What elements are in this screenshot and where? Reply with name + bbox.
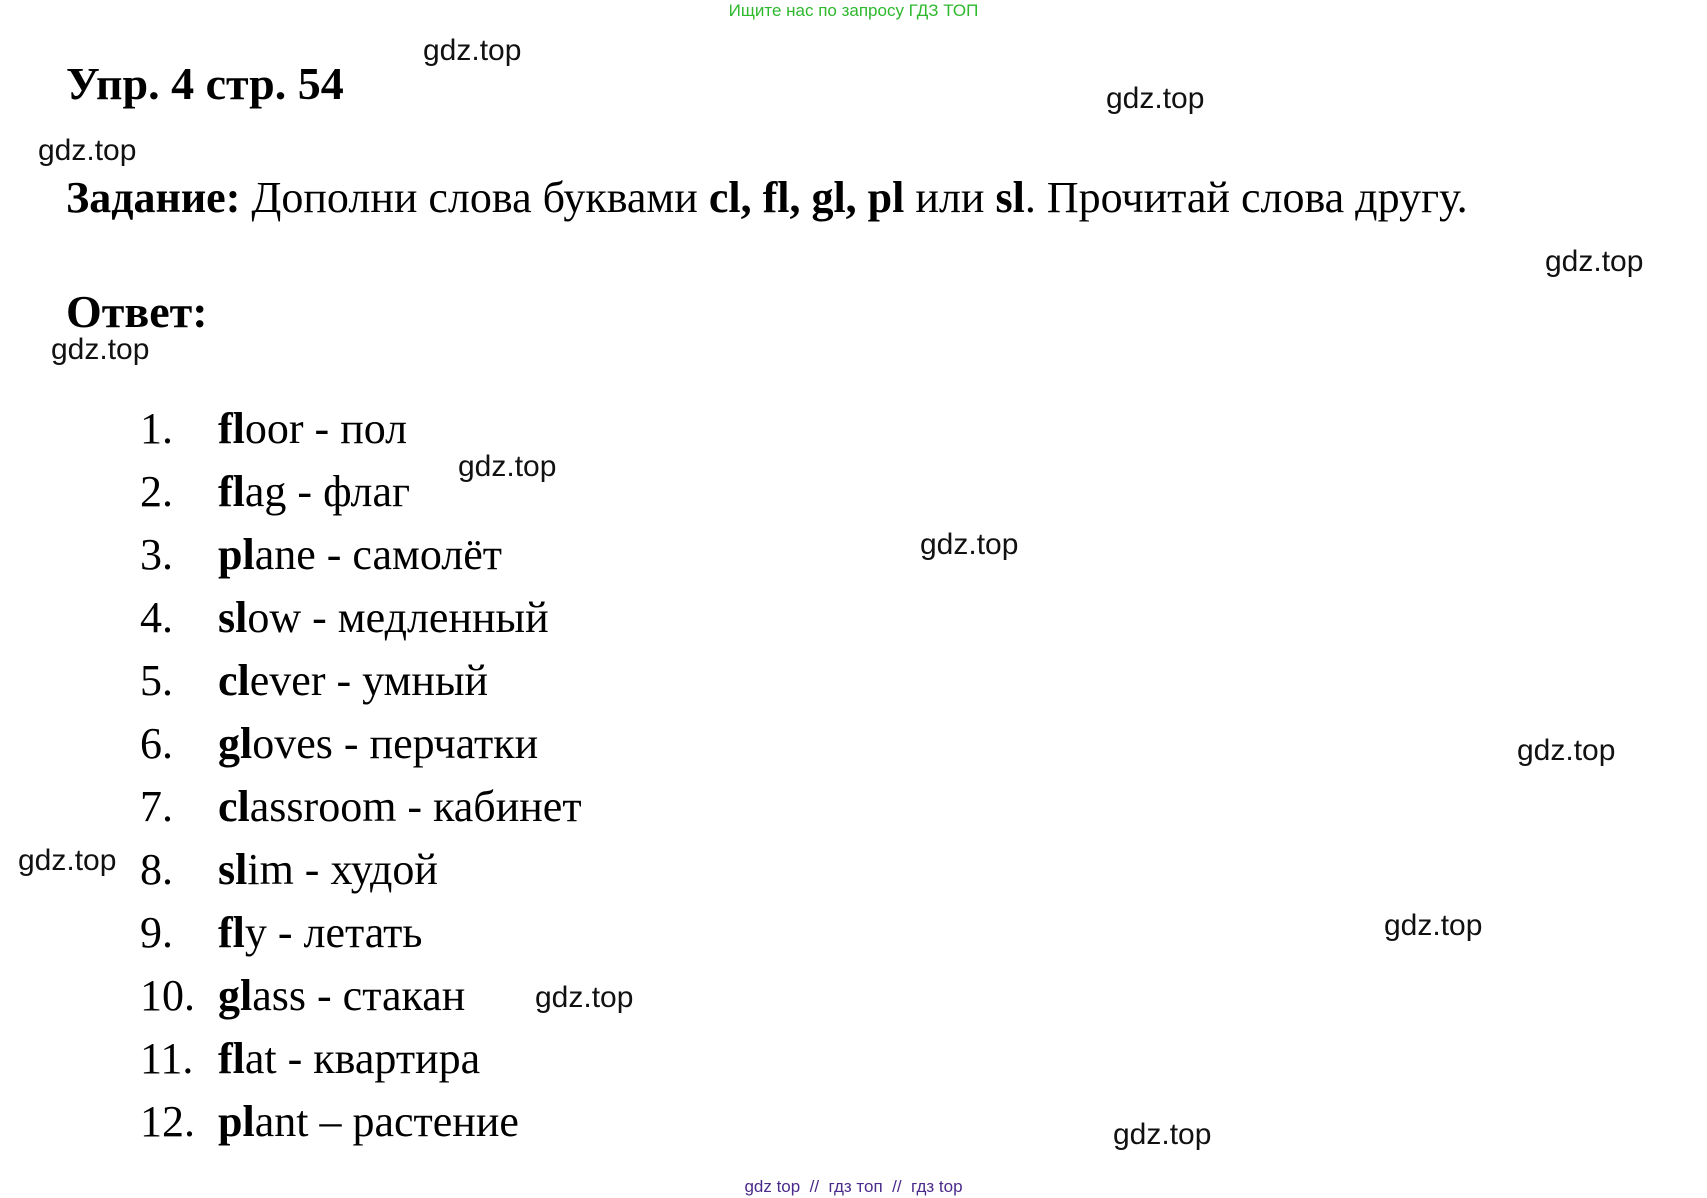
item-prefix: fl <box>218 1034 245 1083</box>
watermark: gdz.top <box>920 528 1019 561</box>
task-letters: cl, fl, gl, pl <box>708 173 905 222</box>
item-rest: ag - флаг <box>244 467 411 516</box>
item-word <box>218 901 422 964</box>
item-rest: ant – растение <box>254 1097 519 1146</box>
item-number: 11. <box>140 1034 194 1083</box>
item-prefix: pl <box>218 1097 255 1146</box>
item-prefix: sl <box>218 845 248 894</box>
item-number: 5. <box>140 656 173 705</box>
watermark: gdz.top <box>1106 82 1205 115</box>
top-banner: Ищите нас по запросу ГДЗ ТОП <box>728 1 979 20</box>
item-number: 3. <box>140 530 173 579</box>
item-prefix: pl <box>218 530 255 579</box>
item-prefix: cl <box>218 656 250 705</box>
item-word <box>218 964 465 1027</box>
item-number: 1. <box>140 404 173 453</box>
item-word <box>218 397 407 460</box>
bottom-banner: gdz top // гдз топ // гдз top <box>744 1177 963 1196</box>
item-rest: assroom - кабинет <box>249 782 582 831</box>
watermark: gdz.top <box>51 333 150 366</box>
item-word <box>218 1090 519 1153</box>
task-text-3: . Прочитай слова другу. <box>1024 173 1468 222</box>
item-number: 10. <box>140 971 195 1020</box>
item-prefix: gl <box>218 971 253 1020</box>
task-label: Задание: <box>66 173 241 222</box>
item-prefix: fl <box>218 404 245 453</box>
item-rest: ass - стакан <box>252 971 466 1020</box>
item-word <box>218 712 538 775</box>
item-rest: oor - пол <box>244 404 408 453</box>
watermark: gdz.top <box>458 450 557 483</box>
answer-heading: Ответ: <box>66 286 208 337</box>
item-number: 8. <box>140 845 173 894</box>
task-letter-last: sl <box>995 173 1025 222</box>
item-number: 7. <box>140 782 173 831</box>
item-rest: y - летать <box>244 908 423 957</box>
item-prefix: fl <box>218 467 245 516</box>
item-prefix: gl <box>218 719 253 768</box>
task-text-1: Дополни слова буквами <box>240 173 709 222</box>
item-word <box>218 775 582 838</box>
item-rest: ever - умный <box>249 656 489 705</box>
item-rest: ane - самолёт <box>254 530 502 579</box>
item-prefix: cl <box>218 782 250 831</box>
item-word <box>218 838 438 901</box>
exercise-title: Упр. 4 стр. 54 <box>66 58 344 109</box>
item-prefix: sl <box>218 593 248 642</box>
item-rest: ow - медленный <box>247 593 549 642</box>
item-rest: oves - перчатки <box>252 719 539 768</box>
item-word <box>218 649 488 712</box>
task-statement <box>66 170 1468 226</box>
item-word <box>218 460 410 523</box>
watermark: gdz.top <box>1113 1118 1212 1151</box>
watermark: gdz.top <box>535 981 634 1014</box>
item-word <box>218 1027 480 1090</box>
item-rest: at - квартира <box>244 1034 481 1083</box>
watermark: gdz.top <box>1545 245 1644 278</box>
item-word <box>218 523 502 586</box>
item-number: 12. <box>140 1097 195 1146</box>
task-text-2: или <box>904 173 996 222</box>
item-word <box>218 586 549 649</box>
watermark: gdz.top <box>1384 909 1483 942</box>
item-number: 2. <box>140 467 173 516</box>
watermark: gdz.top <box>1517 734 1616 767</box>
item-number: 6. <box>140 719 173 768</box>
item-prefix: fl <box>218 908 245 957</box>
watermark: gdz.top <box>38 134 137 167</box>
item-number: 4. <box>140 593 173 642</box>
item-number: 9. <box>140 908 173 957</box>
watermark: gdz.top <box>423 34 522 67</box>
item-rest: im - худой <box>247 845 438 894</box>
watermark: gdz.top <box>18 844 117 877</box>
